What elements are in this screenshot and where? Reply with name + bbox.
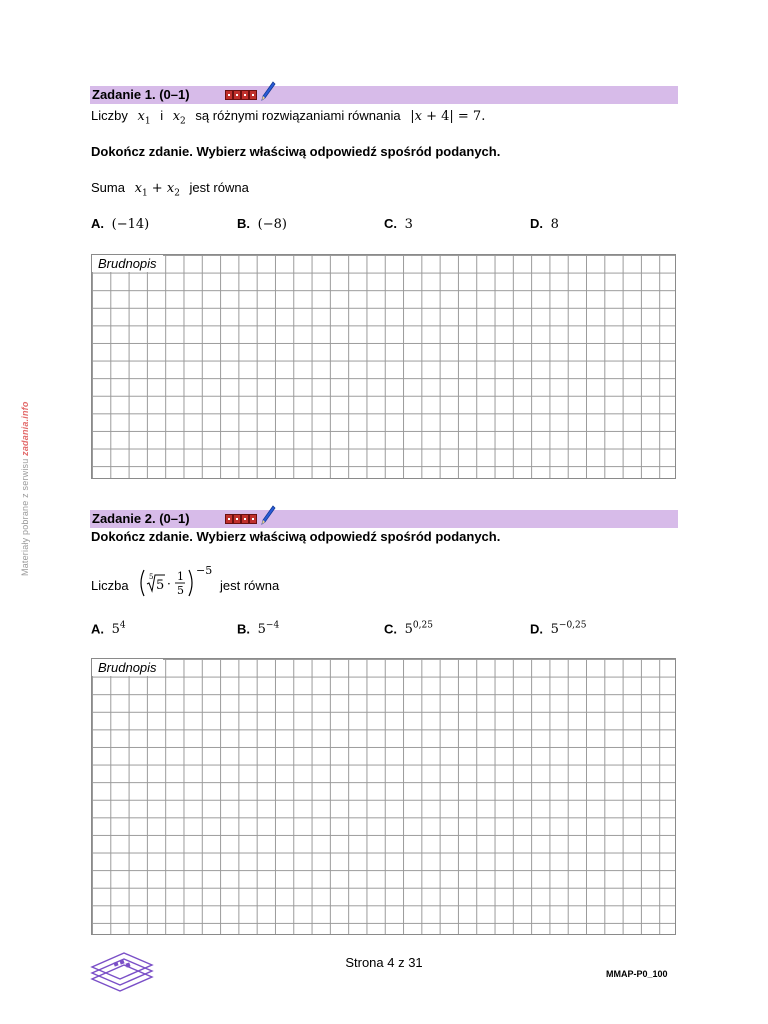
task1-score-badge-icon bbox=[225, 90, 259, 100]
task1-option-b-letter: B. bbox=[237, 216, 250, 231]
side-watermark-brand: zadania.info bbox=[20, 401, 30, 456]
task2-option-a-letter: A. bbox=[91, 621, 104, 637]
svg-text:·: · bbox=[167, 577, 171, 591]
task1-header bbox=[90, 86, 678, 104]
task1-option-a-letter: A. bbox=[91, 216, 104, 231]
task1-intro-i: i bbox=[160, 108, 164, 123]
svg-text:1: 1 bbox=[177, 570, 184, 583]
task1-intro-b: są różnymi rozwiązaniami równania bbox=[195, 108, 401, 123]
task1-scratch-label: Brudnopis bbox=[92, 255, 163, 272]
task2-option-d-value: $5^{-0,25}$ bbox=[550, 621, 587, 638]
task1-option-d[interactable] bbox=[530, 216, 559, 232]
task2-option-d[interactable] bbox=[530, 621, 587, 637]
exam-code: MMAP-P0_100 bbox=[606, 969, 668, 979]
task2-pencil-icon bbox=[260, 505, 276, 527]
task2-scratch-label: Brudnopis bbox=[92, 659, 163, 676]
task2-score-badge-icon bbox=[225, 514, 259, 524]
task2-title: Zadanie 2. (0–1) bbox=[92, 511, 190, 526]
task2-option-a[interactable] bbox=[91, 621, 126, 637]
side-watermark-prefix: Materiały pobrane z serwisu bbox=[20, 455, 30, 576]
task2-option-c-value: 5$^{0,25}$ bbox=[404, 621, 433, 638]
task1-sum-line bbox=[91, 180, 249, 199]
task1-intro bbox=[91, 108, 485, 127]
page-number: Strona 4 z 31 bbox=[345, 955, 423, 970]
task1-x2: $x_2$ bbox=[172, 109, 186, 127]
task2-expression bbox=[138, 563, 218, 603]
task2-option-a-value: $5^4$ bbox=[111, 621, 126, 638]
task1-option-b-value: (−8) bbox=[257, 217, 287, 232]
task1-pencil-icon bbox=[260, 81, 276, 103]
task1-scratch-grid bbox=[91, 254, 676, 479]
task2-option-b[interactable] bbox=[237, 621, 279, 637]
task1-title: Zadanie 1. (0–1) bbox=[92, 87, 190, 102]
task2-expr-label: Liczba bbox=[91, 578, 129, 593]
task2-header bbox=[90, 510, 678, 528]
task1-intro-a: Liczby bbox=[91, 108, 128, 123]
task1-option-c-letter: C. bbox=[384, 216, 397, 231]
task1-x1: $x_1$ bbox=[137, 109, 151, 127]
task2-option-b-value: $5^{-4}$ bbox=[257, 621, 280, 638]
task2-option-d-letter: D. bbox=[530, 621, 543, 637]
task1-sum-label: Suma bbox=[91, 180, 125, 195]
task2-option-c-letter: C. bbox=[384, 621, 397, 637]
svg-text:5: 5 bbox=[156, 578, 165, 593]
task1-option-d-letter: D. bbox=[530, 216, 543, 231]
task1-instruction: Dokończ zdanie. Wybierz właściwą odpowiedź spośród podanych. bbox=[91, 144, 501, 159]
task1-option-a-value: (−14) bbox=[111, 217, 150, 232]
task2-instruction: Dokończ zdanie. Wybierz właściwą odpowiedź spośród podanych. bbox=[91, 529, 501, 544]
task1-option-b[interactable] bbox=[237, 216, 287, 232]
task2-scratch-grid bbox=[91, 658, 676, 935]
task1-sum-tail: jest równa bbox=[189, 180, 249, 195]
task1-option-c[interactable] bbox=[384, 216, 413, 232]
side-watermark bbox=[20, 401, 30, 576]
task1-option-d-value: 8 bbox=[550, 217, 559, 232]
svg-text:−5: −5 bbox=[196, 564, 213, 577]
task2-expr-tail: jest równa bbox=[220, 578, 280, 593]
task1-equation: |x + 4| = 7. bbox=[410, 109, 486, 124]
task1-option-a[interactable] bbox=[91, 216, 149, 232]
svg-text:5: 5 bbox=[149, 573, 154, 581]
task2-option-b-letter: B. bbox=[237, 621, 250, 637]
svg-text:5: 5 bbox=[177, 584, 184, 597]
task2-option-c[interactable] bbox=[384, 621, 433, 637]
task1-sum-expr: $x_1 + x_2$ bbox=[134, 181, 180, 199]
task1-option-c-value: 3 bbox=[404, 217, 413, 232]
